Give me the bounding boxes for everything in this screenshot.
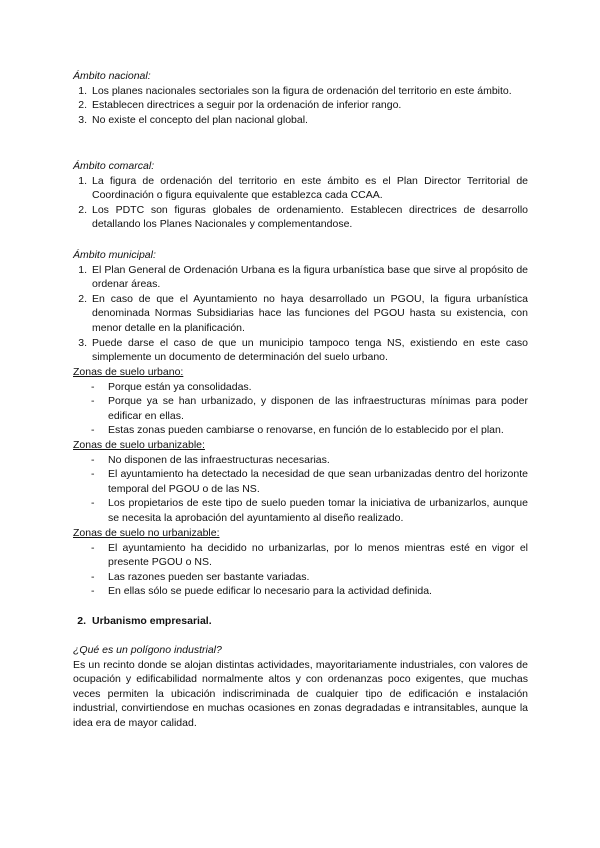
heading-suelo-urbanizable: Zonas de suelo urbanizable: [73, 439, 205, 451]
section-ambito-comarcal [73, 159, 528, 232]
paragraph-poligono-industrial: Es un recinto donde se alojan distintas actividades, mayoritariamente industriales, con valores de ocupación y edificabilidad normalmente altos y con ordenanzas poco exigentes, que muchas veces permiten la ubicación indiscriminada de cualquier tipo de edificación e instalación industrial, convirtiendose en muchas ocasiones en zonas degradadas e intransitables, aunque la idea era de mayor calidad. [73, 658, 528, 729]
section-ambito-nacional [73, 69, 528, 127]
heading-suelo-no-urbanizable: Zonas de suelo no urbanizable: [73, 527, 220, 539]
list-suelo-urbano [73, 380, 528, 438]
list-item: - El ayuntamiento ha decidido no urbanizarlas, por lo menos mientras esté en vigor el presente PGOU o NS. [91, 541, 528, 569]
list-suelo-urbanizable [73, 453, 528, 526]
list-item: 1. Los planes nacionales sectoriales son la figura de ordenación del territorio en este ámbito. [78, 84, 512, 97]
list-item: 2. Los PDTC son figuras globales de ordenamiento. Establecen directrices de desarrollo detallando los Planes Nacionales y complementandose. [78, 203, 528, 231]
list-item: 2. Establecen directrices a seguir por la ordenación de inferior rango. [78, 99, 402, 112]
section-suelo-urbano [73, 365, 528, 438]
list-item: 3. No existe el concepto del plan nacional global. [78, 113, 308, 126]
list-ambito-nacional [73, 84, 528, 128]
list-item: 1. El Plan General de Ordenación Urbana es la figura urbanística base que sirve al propósito de ordenar áreas. [78, 263, 528, 291]
list-item: 3. Puede darse el caso de que un municipio tampoco tenga NS, existiendo en este caso simplemente un documento de determinación del suelo urbano. [78, 336, 528, 364]
list-item: - Las razones pueden ser bastante variadas. [91, 570, 310, 583]
section-number: 2. [77, 615, 86, 627]
heading-suelo-urbano: Zonas de suelo urbano: [73, 366, 184, 378]
section-suelo-no-urbanizable [73, 526, 528, 599]
section-suelo-urbanizable [73, 438, 528, 526]
list-item: - En ellas sólo se puede edificar lo necesario para la actividad definida. [91, 585, 432, 598]
heading-ambito-comarcal: Ámbito comarcal: [73, 160, 155, 172]
heading-ambito-nacional: Ámbito nacional: [73, 70, 151, 82]
list-item: - Estas zonas pueden cambiarse o renovarse, en función de lo establecido por el plan. [91, 424, 504, 437]
list-item: - Los propietarios de este tipo de suelo pueden tomar la iniciativa de urbanizarlos, aunque se necesita la aprobación del ayuntamiento al diseño realizado. [91, 497, 528, 524]
list-item: 1. La figura de ordenación del territorio en este ámbito es el Plan Director Territorial de Coordinación o figura equivalente que establezca cada CCAA. [78, 174, 528, 202]
list-suelo-no-urbanizable [73, 541, 528, 599]
list-item: - Porque están ya consolidadas. [91, 380, 252, 393]
section-ambito-municipal [73, 248, 528, 365]
question-poligono-industrial: ¿Qué es un polígono industrial? [73, 644, 222, 656]
section-poligono-industrial [73, 643, 528, 731]
list-item: - No disponen de las infraestructuras necesarias. [91, 453, 330, 466]
section-heading-urbanismo-empresarial [73, 614, 528, 629]
list-item: 2. En caso de que el Ayuntamiento no haya desarrollado un PGOU, la figura urbanística denominada Normas Subsidiarias hace las funciones del PGOU hasta su existencia, con menor detalle en la planificación. [78, 292, 528, 334]
list-ambito-municipal [73, 263, 528, 365]
list-ambito-comarcal [73, 174, 528, 232]
list-item: - Porque ya se han urbanizado, y disponen de las infraestructuras mínimas para poder edificar en ellas. [91, 395, 528, 422]
heading-ambito-municipal: Ámbito municipal: [73, 249, 156, 261]
section-title: Urbanismo empresarial. [92, 615, 212, 627]
list-item: - El ayuntamiento ha detectado la necesidad de que sean urbanizadas dentro del horizonte temporal del PGOU o de las NS. [91, 468, 528, 495]
